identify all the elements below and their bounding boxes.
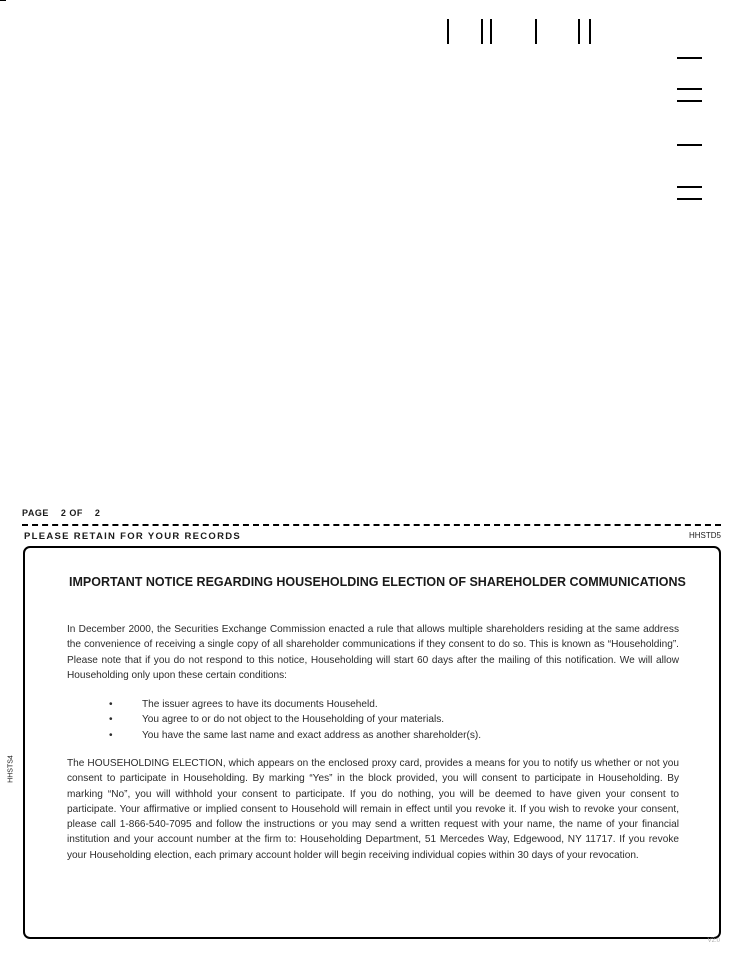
retain-notice: PLEASE RETAIN FOR YOUR RECORDS	[24, 531, 242, 542]
condition-text: You agree to or do not object to the Householding of your materials.	[142, 714, 445, 726]
registration-mark	[677, 186, 702, 188]
page-indicator	[22, 508, 100, 518]
bullet: •	[109, 729, 113, 741]
page-total: 2	[94, 508, 101, 518]
registration-mark	[677, 198, 702, 200]
notice-title: IMPORTANT NOTICE REGARDING HOUSEHOLDING ELECTION OF SHAREHOLDER COMMUNICATIONS	[69, 575, 686, 589]
householding-notice	[23, 546, 721, 939]
version-label: V2.0	[707, 938, 720, 944]
form-code: HHSTD5	[688, 531, 721, 540]
bullet: •	[109, 714, 113, 726]
list-item	[109, 712, 481, 727]
barcode-bar	[589, 19, 591, 44]
condition-text: You have the same last name and exact address as another shareholder(s).	[142, 729, 482, 741]
registration-mark	[677, 57, 702, 59]
registration-mark	[677, 100, 702, 102]
corner-crop-mark	[0, 0, 6, 1]
page-number: 2 OF	[60, 508, 83, 518]
barcode-bar	[481, 19, 483, 44]
registration-mark	[677, 144, 702, 146]
list-item	[109, 728, 481, 743]
registration-mark	[677, 88, 702, 90]
notice-intro-paragraph: In December 2000, the Securities Exchange Commission enacted a rule that allows multiple shareholders residing at the same address the convenience of receiving a single copy of all shareholder communications if they consent to do so. This is known as “Householding”. Please note that if you do not respond to this notice, Householding will start 60 days after the mailing of this notification. We will allow Householding only upon these certain conditions:	[67, 624, 679, 681]
conditions-list	[109, 697, 481, 743]
notice-election-paragraph: The HOUSEHOLDING ELECTION, which appears on the enclosed proxy card, provides a means for you to notify us whether or not you consent to participate in Householding. By marking “Yes” in the block provided, you will consent to participate in Householding. By marking “No”, you will withhold your consent to participate. If you do nothing, you will be deemed to have given your consent to participate. Your affirmative or implied consent to Household will remain in effect until you revoke it. If you wish to revoke your consent, please call 1-866-540-7095 and follow the instructions or you may send a written request with your name, the name of your financial institution and your account number at the firm to: Householding Department, 51 Mercedes Way, Edgewood, NY 11717. If you revoke your Householding election, each primary account holder will begin receiving individual copies within 30 days of your revocation.	[67, 758, 679, 861]
condition-text: The issuer agrees to have its documents Househeld.	[142, 699, 378, 710]
list-item	[109, 697, 481, 712]
barcode-bar	[578, 19, 580, 44]
page-label: PAGE	[22, 508, 49, 518]
bullet: •	[109, 699, 113, 710]
barcode-bar	[535, 19, 537, 44]
barcode-bar	[447, 19, 449, 44]
barcode-bar	[490, 19, 492, 44]
tear-off-line	[22, 524, 721, 526]
side-form-code: HHSTS4	[7, 755, 15, 783]
